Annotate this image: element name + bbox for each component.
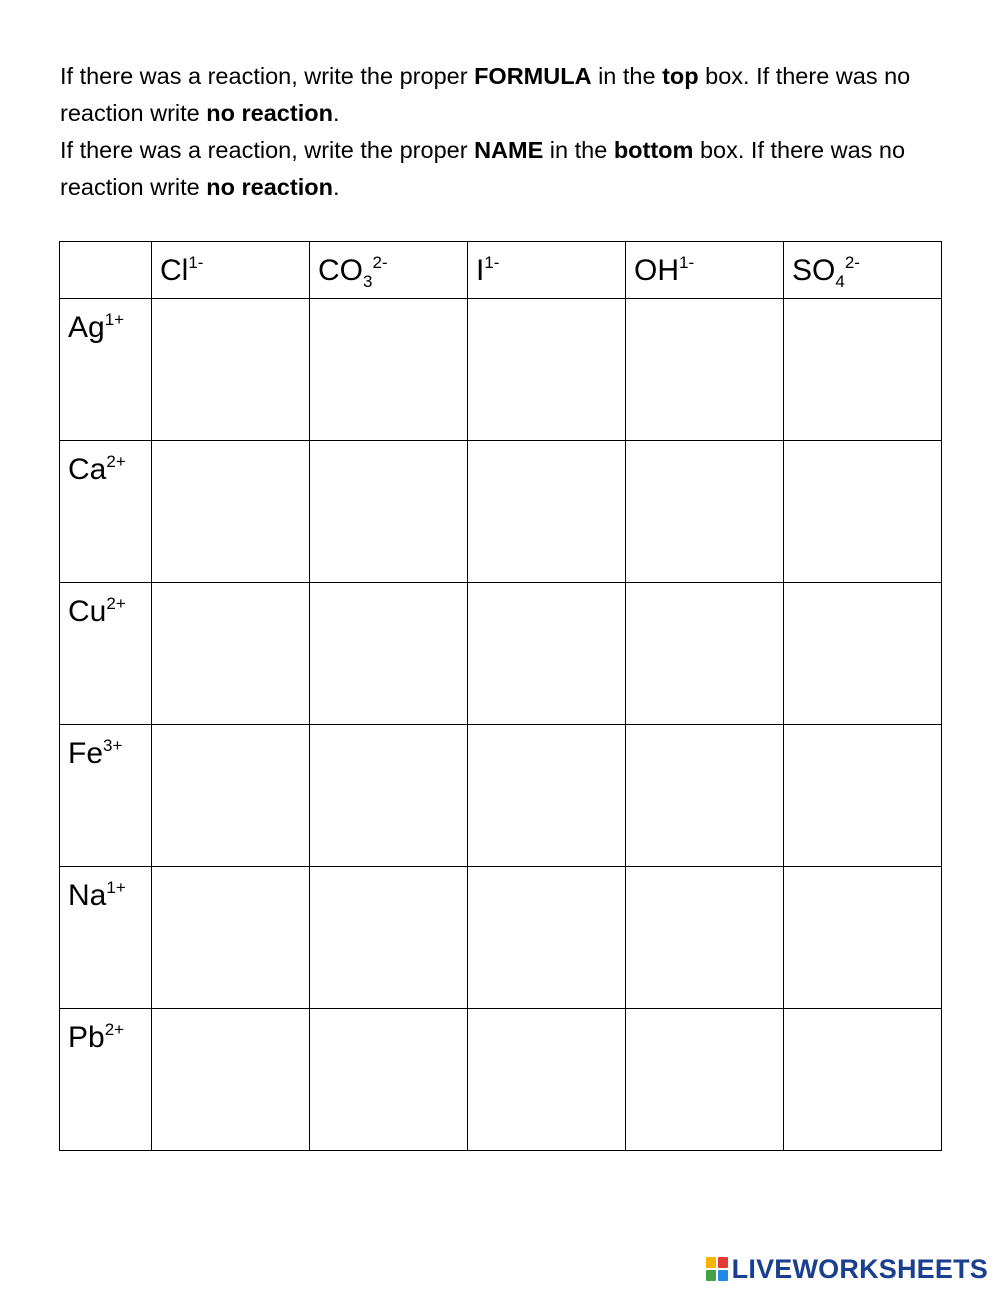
cation-header-cell [60, 299, 152, 441]
answer-cell[interactable] [310, 725, 468, 867]
cation-charge: 2+ [106, 594, 126, 613]
anion-charge: 2- [844, 253, 860, 272]
cation-symbol: Fe [68, 737, 104, 770]
table-row [60, 441, 942, 583]
anion-symbol: SO [792, 254, 836, 287]
logo-text: LIVEWORKSHEETS [731, 1253, 988, 1284]
answer-cell[interactable] [468, 299, 626, 441]
cation-symbol: Pb [68, 1021, 105, 1054]
cation-header-cell [60, 867, 152, 1009]
instruction-text: . [332, 100, 340, 126]
anion-charge: 1- [679, 253, 695, 272]
anion-label [784, 242, 941, 291]
instruction-emphasis: no reaction [206, 174, 333, 200]
anion-symbol: Cl [160, 254, 189, 287]
cation-label [60, 583, 151, 629]
cation-symbol: Ag [68, 311, 105, 344]
answer-cell[interactable] [468, 441, 626, 583]
instruction-formula [60, 58, 940, 132]
answer-cell[interactable] [152, 299, 310, 441]
table-row [60, 1009, 942, 1151]
answer-cell[interactable] [626, 725, 784, 867]
answer-cell[interactable] [310, 867, 468, 1009]
cation-label [60, 1009, 151, 1055]
cation-header-cell [60, 1009, 152, 1151]
cation-label [60, 867, 151, 913]
instruction-emphasis: NAME [474, 137, 544, 163]
table-row [60, 299, 942, 441]
anion-label [310, 242, 467, 291]
anion-charge: 1- [188, 253, 204, 272]
answer-cell[interactable] [784, 441, 942, 583]
anion-label [626, 242, 783, 288]
answer-cell[interactable] [310, 299, 468, 441]
instruction-emphasis: top [662, 63, 699, 89]
cation-charge: 3+ [103, 736, 123, 755]
cation-symbol: Ca [68, 453, 107, 486]
anion-subscript: 3 [363, 272, 373, 291]
anion-label [468, 242, 625, 288]
instruction-text: in the [591, 63, 663, 89]
logo-square [718, 1270, 728, 1281]
answer-cell[interactable] [626, 1009, 784, 1151]
answer-cell[interactable] [626, 867, 784, 1009]
answer-cell[interactable] [626, 299, 784, 441]
anion-header-cell [784, 242, 942, 299]
instructions [60, 58, 940, 206]
reaction-grid [59, 241, 942, 1151]
anion-charge: 1- [484, 253, 500, 272]
cation-charge: 2+ [106, 452, 126, 471]
anion-header-cell [152, 242, 310, 299]
corner-cell [60, 242, 152, 299]
cation-charge: 1+ [106, 878, 126, 897]
liveworksheets-logo [706, 1252, 988, 1286]
instruction-text: box. If there was no reaction write [60, 137, 906, 200]
answer-cell[interactable] [784, 867, 942, 1009]
table-row [60, 583, 942, 725]
answer-cell[interactable] [626, 441, 784, 583]
answer-cell[interactable] [468, 1009, 626, 1151]
logo-square [706, 1270, 716, 1281]
instruction-text: box. If there was no reaction write [60, 63, 911, 126]
cation-symbol: Cu [68, 595, 107, 628]
anion-symbol: CO [318, 254, 363, 287]
logo-square [718, 1257, 728, 1268]
header-row [60, 242, 942, 299]
anion-symbol: I [476, 254, 485, 287]
cation-label [60, 441, 151, 487]
cation-charge: 2+ [104, 1020, 125, 1039]
instruction-text: in the [543, 137, 614, 163]
instruction-emphasis: FORMULA [474, 63, 592, 89]
answer-cell[interactable] [626, 583, 784, 725]
table-row [60, 725, 942, 867]
cation-charge: 1+ [104, 310, 125, 329]
cation-symbol: Na [68, 879, 107, 912]
answer-cell[interactable] [784, 299, 942, 441]
answer-cell[interactable] [468, 725, 626, 867]
answer-cell[interactable] [784, 583, 942, 725]
answer-cell[interactable] [784, 725, 942, 867]
answer-cell[interactable] [310, 441, 468, 583]
cation-header-cell [60, 583, 152, 725]
instruction-name [60, 132, 940, 206]
answer-cell[interactable] [468, 583, 626, 725]
instruction-text: . [332, 174, 340, 200]
answer-cell[interactable] [310, 1009, 468, 1151]
logo-square [706, 1257, 716, 1268]
table-row [60, 867, 942, 1009]
anion-header-cell [310, 242, 468, 299]
anion-header-cell [468, 242, 626, 299]
cation-header-cell [60, 441, 152, 583]
anion-charge: 2- [372, 253, 388, 272]
instruction-emphasis: no reaction [206, 100, 333, 126]
cation-header-cell [60, 725, 152, 867]
instruction-text: If there was a reaction, write the proper [60, 63, 475, 89]
answer-cell[interactable] [152, 1009, 310, 1151]
logo-mark-icon [706, 1257, 728, 1281]
instruction-emphasis: bottom [613, 137, 694, 163]
cation-label [60, 299, 151, 345]
anion-symbol: OH [634, 254, 679, 287]
answer-cell[interactable] [784, 1009, 942, 1151]
answer-cell[interactable] [310, 583, 468, 725]
anion-subscript: 4 [835, 272, 845, 291]
answer-cell[interactable] [152, 441, 310, 583]
instruction-text: If there was a reaction, write the proper [60, 137, 475, 163]
anion-label [152, 242, 309, 288]
cation-label [60, 725, 151, 771]
answer-cell[interactable] [152, 583, 310, 725]
answer-cell[interactable] [152, 725, 310, 867]
answer-cell[interactable] [468, 867, 626, 1009]
anion-header-cell [626, 242, 784, 299]
answer-cell[interactable] [152, 867, 310, 1009]
